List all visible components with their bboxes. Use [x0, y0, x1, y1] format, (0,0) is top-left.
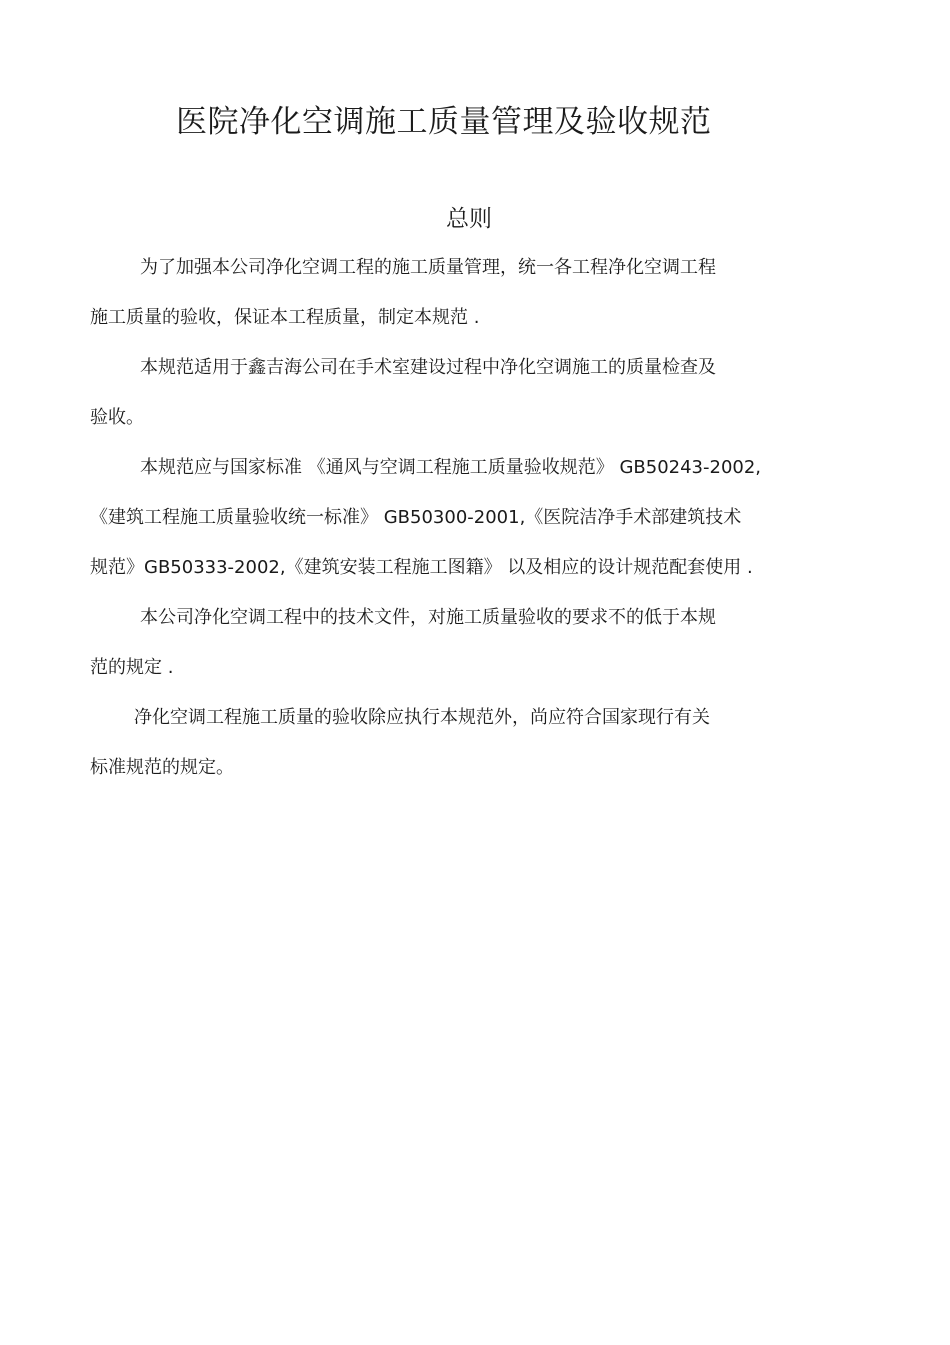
paragraph-line: 本规范适用于鑫吉海公司在手术室建设过程中净化空调施工的质量检查及 — [140, 357, 716, 378]
paragraph-line: 标准规范的规定。 — [90, 757, 234, 778]
paragraph-line: 范的规定 . — [90, 657, 174, 678]
section-heading: 总则 — [446, 206, 492, 232]
paragraph-line: 为了加强本公司净化空调工程的施工质量管理，统一各工程净化空调工程 — [140, 257, 716, 278]
paragraph-line: 验收。 — [90, 407, 144, 428]
paragraph-line: 《建筑工程施工质量验收统一标准》 GB50300-2001,《医院洁净手术部建筑技术 — [90, 507, 742, 528]
paragraph-line: 净化空调工程施工质量的验收除应执行本规范外，尚应符合国家现行有关 — [134, 707, 710, 728]
paragraph-line: 本公司净化空调工程中的技术文件，对施工质量验收的要求不的低于本规 — [140, 607, 716, 628]
paragraph-line: 施工质量的验收，保证本工程质量，制定本规范 . — [90, 307, 480, 328]
paragraph-line: 规范》GB50333-2002,《建筑安装工程施工图籍》 以及相应的设计规范配套使用 . — [90, 557, 753, 578]
document-title: 医院净化空调施工质量管理及验收规范 — [176, 104, 712, 140]
paragraph-line: 本规范应与国家标准 《通风与空调工程施工质量验收规范》 GB50243-2002, — [140, 457, 762, 478]
